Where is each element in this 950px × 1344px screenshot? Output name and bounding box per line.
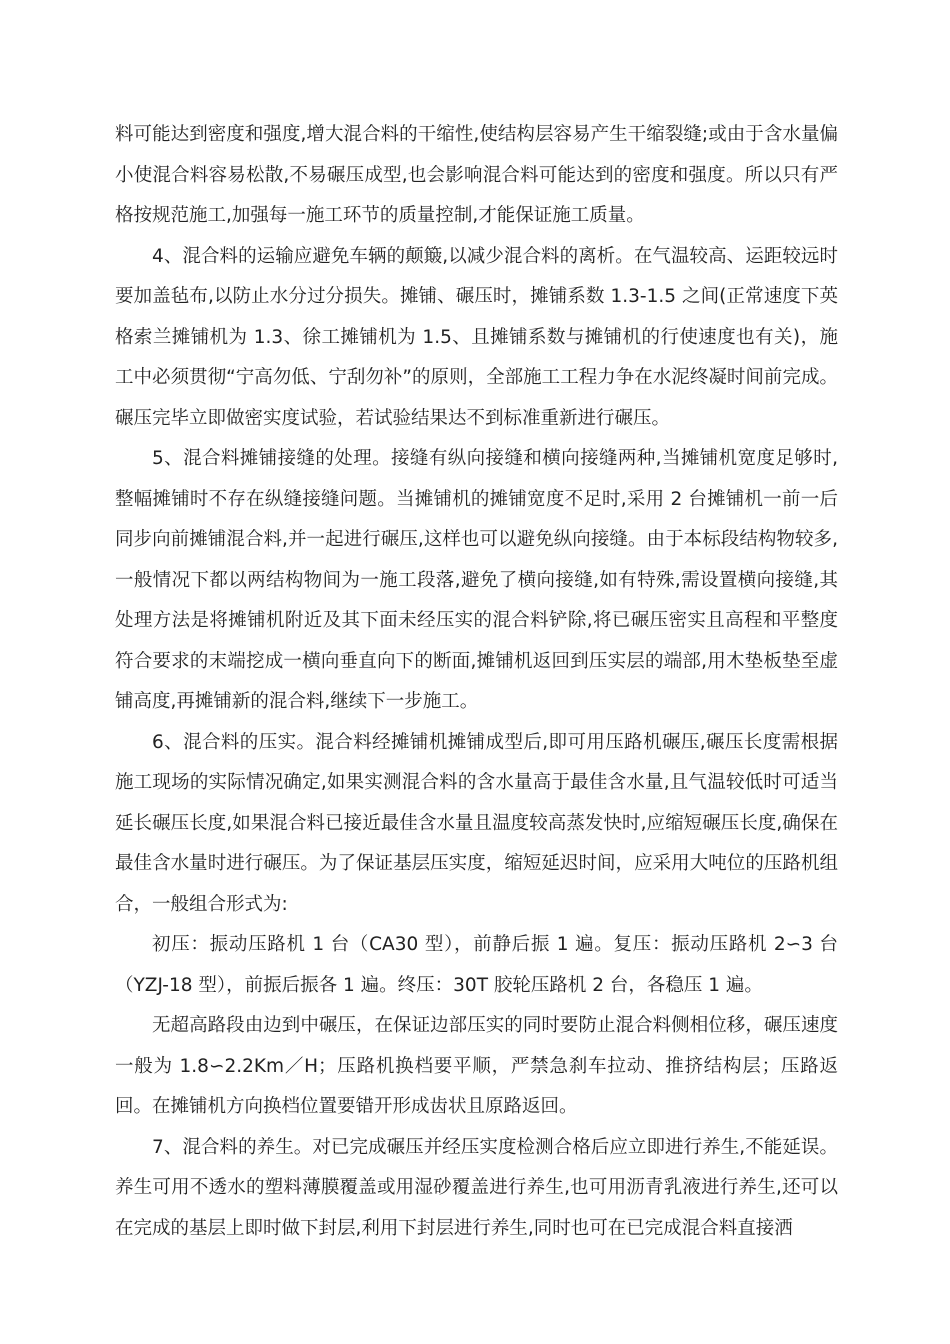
paragraph-joints: 5、混合料摊铺接缝的处理。接缝有纵向接缝和横向接缝两种,当摊铺机宽度足够时,整幅摊铺时不存在纵缝接缝问题。当摊铺机的摊铺宽度不足时,采用 2 台摊铺机一前一后同步向前摊铺混合料,并一起进行碾压,这样也可以避免纵向接缝。由于本标段结构物较多,一般情况下都以两结构物间为一施工段落,避免了横向接缝,如有特殊,需设置横向接缝,其处理方法是将摊铺机附近及其下面未经压实的混合料铲除,将已碾压密实且高程和平整度符合要求的末端挖成一横向垂直向下的断面,摊铺机返回到压实层的端部,用木垫板垫至虚铺高度,再摊铺新的混合料,继续下一步施工。 bbox=[115, 448, 838, 712]
paragraph-curing: 7、混合料的养生。对已完成碾压并经压实度检测合格后应立即进行养生,不能延误。养生可用不透水的塑料薄膜覆盖或用湿砂覆盖进行养生,也可用沥青乳液进行养生,还可以在完成的基层上即时做下封层,利用下封层进行养生,同时也可在已完成混合料直接洒 bbox=[115, 1136, 838, 1239]
document-body bbox=[115, 115, 838, 1249]
paragraph-roller-sequence: 初压：振动压路机 1 台（CA30 型），前静后振 1 遍。复压：振动压路机 2∽3 台（YZJ-18 型），前振后振各 1 遍。终压：30T 胶轮压路机 2 台，各稳压 1 遍。 bbox=[115, 934, 838, 996]
paragraph-rolling-method: 无超高路段由边到中碾压，在保证边部压实的同时要防止混合料侧相位移，碾压速度一般为 1.8∽2.2Km／H；压路机换档要平顺，严禁急刹车拉动、推挤结构层；压路返回。在摊铺机方向换档位置要错开形成齿状且原路返回。 bbox=[115, 1015, 838, 1117]
paragraph-transport: 4、混合料的运输应避免车辆的颠簸,以减少混合料的离析。在气温较高、运距较远时要加盖毡布,以防止水分过分损失。摊铺、碾压时，摊铺系数 1.3-1.5 之间(正常速度下英格索兰摊铺机为 1.3、徐工摊铺机为 1.5、且摊铺系数与摊铺机的行使速度也有关)，施工中必须贯彻“宁高勿低、宁刮勿补”的原则，全部施工工程力争在水泥终凝时间前完成。碾压完毕立即做密实度试验，若试验结果达不到标准重新进行碾压。 bbox=[115, 245, 838, 429]
paragraph-compaction: 6、混合料的压实。混合料经摊铺机摊铺成型后,即可用压路机碾压,碾压长度需根据施工现场的实际情况确定,如果实测混合料的含水量高于最佳含水量,且气温较低时可适当延长碾压长度,如果混合料已接近最佳含水量且温度较高蒸发快时,应缩短碾压长度,确保在最佳含水量时进行碾压。为了保证基层压实度，缩短延迟时间，应采用大吨位的压路机组合，一般组合形式为: bbox=[115, 731, 838, 915]
paragraph-continuation: 料可能达到密度和强度,增大混合料的干缩性,使结构层容易产生干缩裂缝;或由于含水量偏小使混合料容易松散,不易碾压成型,也会影响混合料可能达到的密度和强度。所以只有严格按规范施工,加强每一施工环节的质量控制,才能保证施工质量。 bbox=[115, 124, 838, 226]
